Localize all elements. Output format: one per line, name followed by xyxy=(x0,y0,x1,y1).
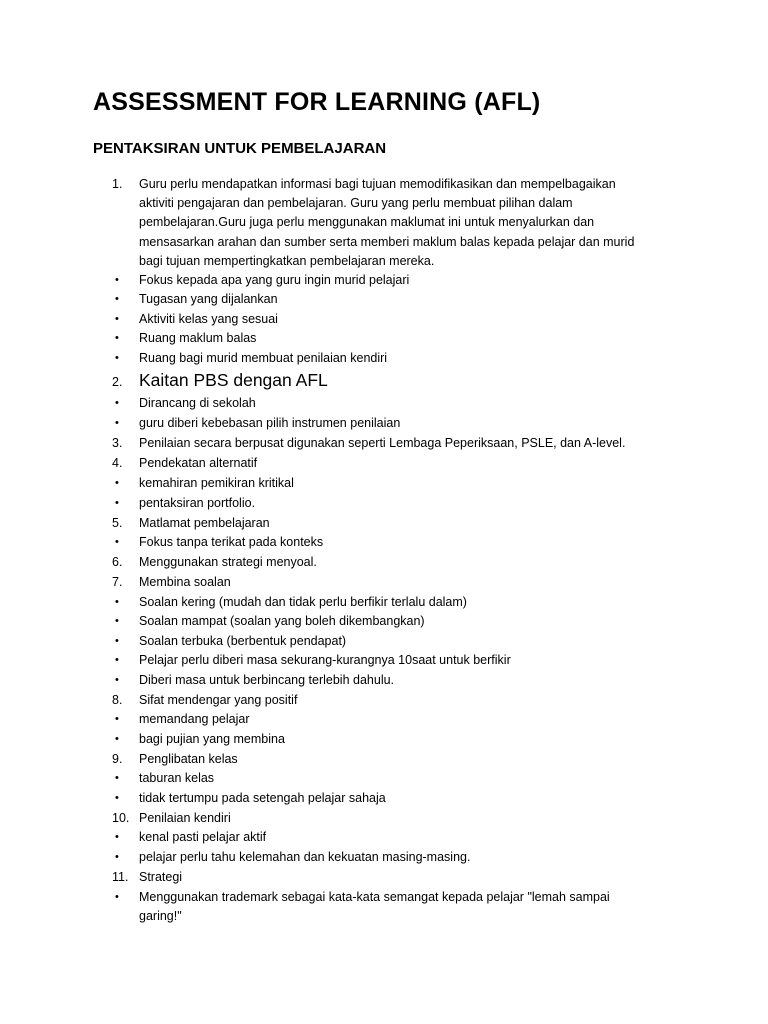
item-text-line: Ruang bagi murid membuat penilaian kendiri xyxy=(139,351,388,365)
item-number: 11. xyxy=(112,870,129,884)
bullet-marker: • xyxy=(115,891,119,903)
item-text-line: guru diberi kebebasan pilih instrumen penilaian xyxy=(139,416,401,430)
item-text-line: Soalan mampat (soalan yang boleh dikembangkan) xyxy=(139,614,425,628)
item-number: 1. xyxy=(112,177,123,191)
item-text-line: Menggunakan trademark sebagai kata-kata semangat kepada pelajar "lemah sampai xyxy=(139,890,610,904)
bullet-marker: • xyxy=(115,417,119,429)
item-number: 3. xyxy=(112,436,123,450)
item-text-line: Strategi xyxy=(139,870,183,884)
item-number: 5. xyxy=(112,516,123,530)
item-text-line: kemahiran pemikiran kritikal xyxy=(139,476,294,490)
item-text-line: bagi pujian yang membina xyxy=(139,732,285,746)
item-text-line: Pelajar perlu diberi masa sekurang-kurangnya 10saat untuk berfikir xyxy=(139,653,511,667)
item-number: 6. xyxy=(112,555,123,569)
bullet-marker: • xyxy=(115,596,119,608)
document-title: ASSESSMENT FOR LEARNING (AFL) xyxy=(93,88,541,116)
item-text-line: Guru perlu mendapatkan informasi bagi tujuan memodifikasikan dan mempelbagaikan xyxy=(139,177,616,191)
bullet-marker: • xyxy=(115,536,119,548)
bullet-marker: • xyxy=(115,332,119,344)
item-number: 4. xyxy=(112,456,123,470)
item-text-line: bagi tujuan mempertingkatkan pembelajaran mereka. xyxy=(139,253,435,268)
item-text-line: Kaitan PBS dengan AFL xyxy=(139,370,328,390)
bullet-marker: • xyxy=(115,293,119,305)
item-text-line: pelajar perlu tahu kelemahan dan kekuatan masing-masing. xyxy=(139,850,471,864)
bullet-marker: • xyxy=(115,654,119,666)
bullet-marker: • xyxy=(115,313,119,325)
item-text-line: Soalan terbuka (berbentuk pendapat) xyxy=(139,634,347,648)
item-text-line: taburan kelas xyxy=(139,771,215,785)
item-text-line: Fokus tanpa terikat pada konteks xyxy=(139,535,324,549)
item-text-line: Membina soalan xyxy=(139,575,231,589)
bullet-marker: • xyxy=(115,792,119,804)
item-text-line: Penglibatan kelas xyxy=(139,752,238,766)
item-number: 10. xyxy=(112,811,130,825)
item-text-line: Menggunakan strategi menyoal. xyxy=(139,555,317,569)
bullet-marker: • xyxy=(115,674,119,686)
bullet-marker: • xyxy=(115,352,119,364)
bullet-marker: • xyxy=(115,733,119,745)
item-text-line: mensasarkan arahan dan sumber serta memberi maklum balas kepada pelajar dan murid xyxy=(139,234,635,249)
item-number: 2. xyxy=(112,375,123,389)
bullet-marker: • xyxy=(115,635,119,647)
item-text-line: Ruang maklum balas xyxy=(139,331,257,345)
item-text-line: Aktiviti kelas yang sesuai xyxy=(139,312,278,326)
bullet-marker: • xyxy=(115,497,119,509)
bullet-marker: • xyxy=(115,477,119,489)
item-number: 7. xyxy=(112,575,123,589)
item-number: 9. xyxy=(112,752,123,766)
item-text-line: aktiviti pengajaran dan pembelajaran. Guru yang perlu membuat pilihan dalam xyxy=(139,196,573,211)
item-text-line: Pendekatan alternatif xyxy=(139,456,258,470)
bullet-marker: • xyxy=(115,713,119,725)
bullet-marker: • xyxy=(115,851,119,863)
item-text-line: Diberi masa untuk berbincang terlebih dahulu. xyxy=(139,673,395,687)
item-text-line: tidak tertumpu pada setengah pelajar sahaja xyxy=(139,791,386,805)
bullet-marker: • xyxy=(115,397,119,409)
item-text-line: memandang pelajar xyxy=(139,712,250,726)
bullet-marker: • xyxy=(115,831,119,843)
bullet-marker: • xyxy=(115,274,119,286)
item-text-line: Matlamat pembelajaran xyxy=(139,516,270,530)
item-text-line: Soalan kering (mudah dan tidak perlu berfikir terlalu dalam) xyxy=(139,595,467,609)
item-text-line: Fokus kepada apa yang guru ingin murid pelajari xyxy=(139,273,410,287)
item-text-line: Tugasan yang dijalankan xyxy=(139,292,278,306)
bullet-marker: • xyxy=(115,615,119,627)
item-text-line: pembelajaran.Guru juga perlu menggunakan maklumat ini untuk menyalurkan dan xyxy=(139,215,595,230)
item-text-line: kenal pasti pelajar aktif xyxy=(139,830,267,844)
bullet-marker: • xyxy=(115,772,119,784)
document-subtitle: PENTAKSIRAN UNTUK PEMBELAJARAN xyxy=(93,140,387,157)
item-text-line: Sifat mendengar yang positif xyxy=(139,693,298,707)
item-number: 8. xyxy=(112,693,123,707)
item-text-line: pentaksiran portfolio. xyxy=(139,496,256,510)
item-text-line: Penilaian secara berpusat digunakan seperti Lembaga Peperiksaan, PSLE, dan A-level. xyxy=(139,436,626,450)
item-text-line: garing!" xyxy=(139,909,182,924)
item-text-line: Dirancang di sekolah xyxy=(139,396,256,410)
item-text-line: Penilaian kendiri xyxy=(139,811,231,825)
